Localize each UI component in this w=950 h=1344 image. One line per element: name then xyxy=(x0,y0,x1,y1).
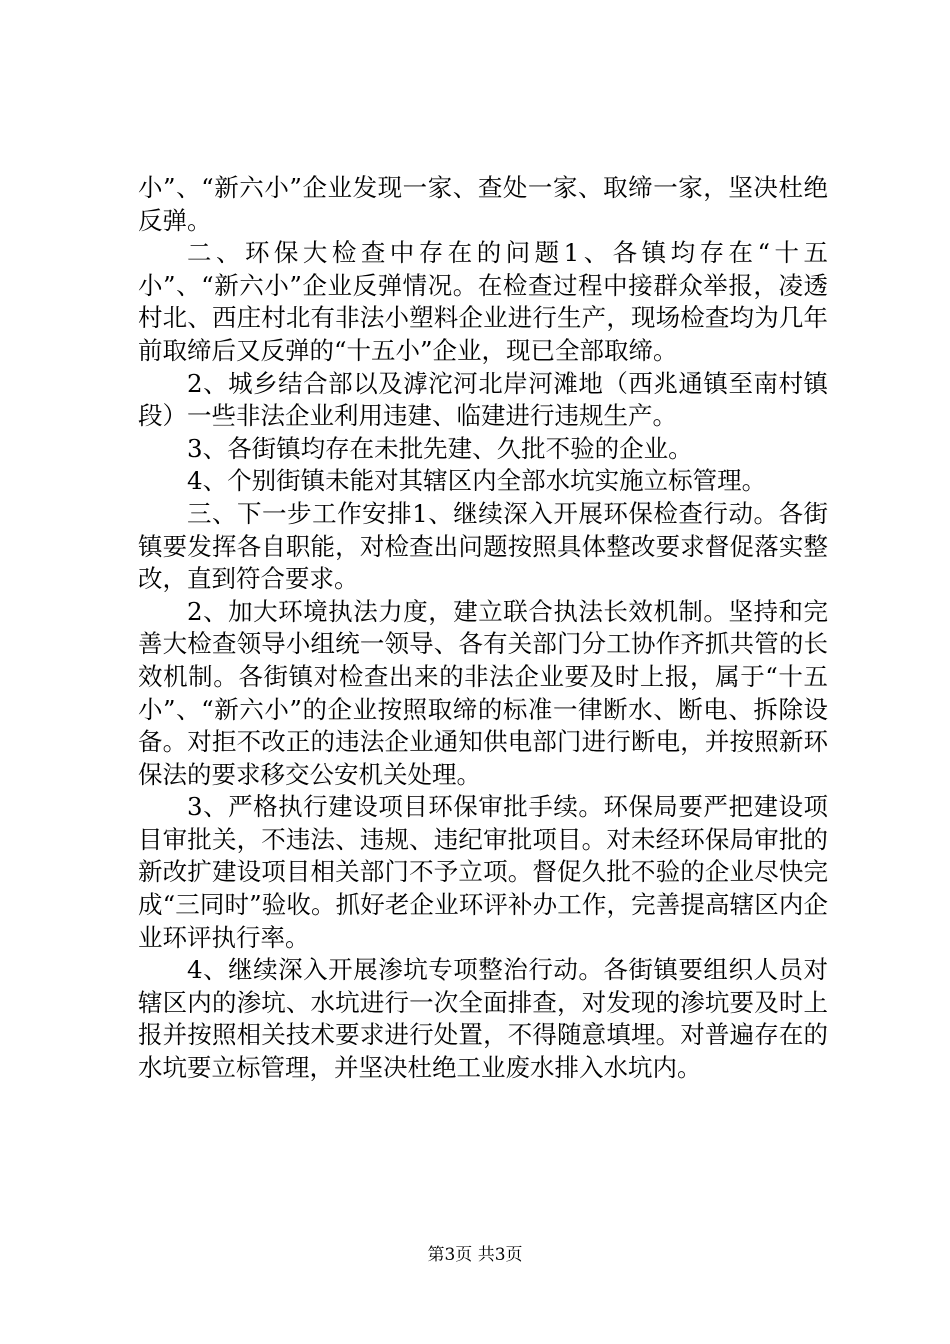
paragraph-section-two: 二、环保大检查中存在的问题1、各镇均存在“十五小”、“新六小”企业反弹情况。在检查过程中接群众举报，凌透村北、西庄村北有非法小塑料企业进行生产，现场检查均为几年前取缔后又反弹的“十五小”企业，现已全部取缔。 xyxy=(138,238,828,365)
paragraph-issue-3: 3、各街镇均存在未批先建、久批不验的企业。 xyxy=(187,433,693,463)
document-body xyxy=(138,172,828,1085)
paragraph-continuation: 小”、“新六小”企业发现一家、查处一家、取缔一家，坚决杜绝反弹。 xyxy=(138,173,828,235)
paragraph-issue-4: 4、个别街镇未能对其辖区内全部水坑实施立标管理。 xyxy=(187,466,767,496)
paragraph-issue-2: 2、城乡结合部以及滹沱河北岸河滩地（西兆通镇至南村镇段）一些非法企业利用违建、临建进行违规生产。 xyxy=(138,368,828,431)
paragraph-plan-4: 4、继续深入开展渗坑专项整治行动。各街镇要组织人员对辖区内的渗坑、水坑进行一次全面排查，对发现的渗坑要及时上报并按照相关技术要求进行处置，不得随意填埋。对普遍存在的水坑要立标管理，并坚决杜绝工业废水排入水坑内。 xyxy=(138,955,828,1083)
page-footer xyxy=(0,1244,950,1266)
page-number: 第3页 共3页 xyxy=(427,1245,523,1265)
paragraph-section-three: 三、下一步工作安排1、继续深入开展环保检查行动。各街镇要发挥各自职能，对检查出问题按照具体整改要求督促落实整改，直到符合要求。 xyxy=(138,498,828,594)
paragraph-plan-2: 2、加大环境执法力度，建立联合执法长效机制。坚持和完善大检查领导小组统一领导、各有关部门分工协作齐抓共管的长效机制。各街镇对检查出来的非法企业要及时上报，属于“十五小”、“新六小”的企业按照取缔的标准一律断水、断电、拆除设备。对拒不改正的违法企业通知供电部门进行断电，并按照新环保法的要求移交公安机关处理。 xyxy=(138,596,828,789)
paragraph-plan-3: 3、严格执行建设项目环保审批手续。环保局要严把建设项目审批关，不违法、违规、违纪审批项目。对未经环保局审批的新改扩建设项目相关部门不予立项。督促久批不验的企业尽快完成“三同时”验收。抓好老企业环评补办工作，完善提高辖区内企业环评执行率。 xyxy=(138,792,828,952)
